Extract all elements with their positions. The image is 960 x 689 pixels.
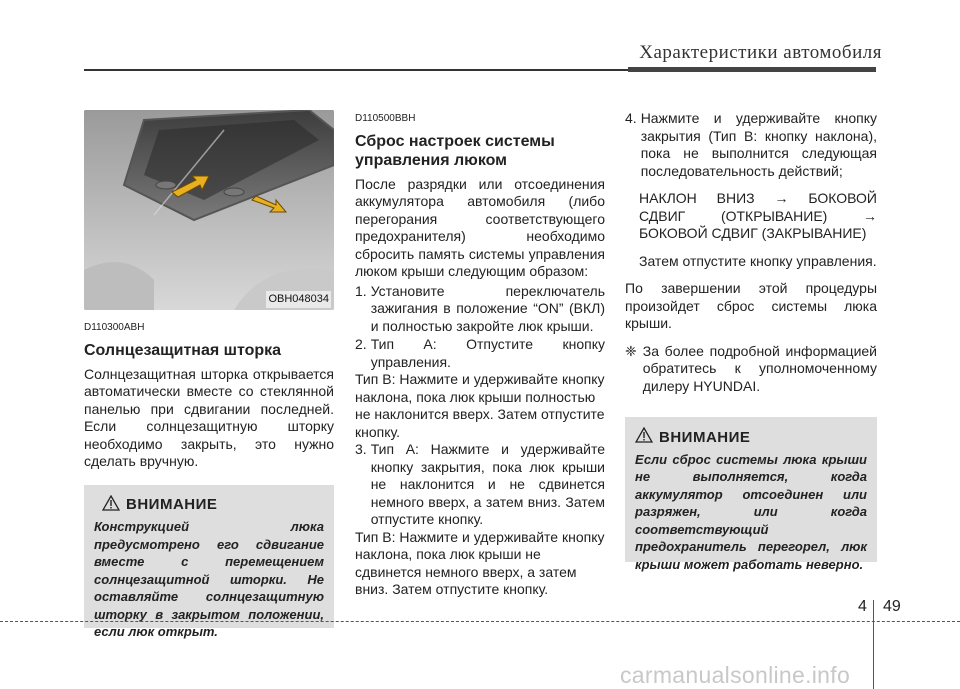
section-heading: Сброс настроек системы управления люком [355, 132, 555, 169]
sunroof-illustration [84, 110, 334, 310]
step-text: Тип A: Отпустите кнопку управления. [370, 336, 605, 370]
step-subtext: Тип B: Нажмите и удерживайте кнопку наклона, пока люк крыши полностью не наклонится вверх. Затем отпустите кнопку. [355, 371, 605, 440]
warning-box [84, 485, 334, 639]
step-item [355, 336, 605, 371]
note [625, 343, 877, 396]
warning-text: Конструкцией люка предусмотрено его сдвигание вместе с перемещением солнцезащитной шторки. Не оставляйте солнцезащитную шторку в закрытом положении, если люк открыт. [94, 519, 324, 639]
section-code: D110500BBH [355, 113, 416, 124]
warning-title: ВНИМАНИЕ [126, 496, 218, 513]
step-text: Установите переключатель зажигания в положение “ON” (ВКЛ) и полностью закройте люк крыши. [370, 282, 605, 334]
warning-title: ВНИМАНИЕ [659, 428, 751, 446]
step-item [625, 110, 877, 180]
note-text: За более подробной информацией обратитесь к уполномоченному дилеру HYUNDAI. [642, 342, 877, 394]
warning-triangle-icon [102, 495, 120, 516]
step-subtext: Тип B: Нажмите и удерживайте кнопку наклона, пока люк крыши не сдвинется немного вверх, а затем вниз. Затем отпустите кнопку. [355, 528, 605, 597]
step-text: Нажмите и удерживайте кнопку закрытия (Тип B: кнопку наклона), пока не выполнится следующая последовательность действий; [640, 110, 877, 179]
release-text: Затем отпустите кнопку управления. [639, 252, 877, 269]
body-paragraph: Солнцезащитная шторка открывается автоматически вместе со стеклянной панелью при сдвигании последней. Если солнцезащитную шторку необходимо закрыть, это нужно сделать вручную. [84, 365, 334, 469]
warning-triangle-icon [635, 427, 653, 448]
footer-divider [0, 621, 960, 622]
steps-list [355, 283, 605, 599]
section-heading: Солнцезащитная шторка [84, 341, 282, 359]
header-accent-bar [628, 67, 876, 72]
step-number: 3. [355, 441, 367, 457]
note-mark: ❈ [625, 342, 637, 359]
step-text: Тип A: Нажмите и удерживайте кнопку закрытия, пока люк крыши не наклонится и не сдвинется немного вверх, а затем вниз. Затем отпустите кнопку. [370, 441, 605, 527]
watermark: carmanualsonline.info [620, 662, 851, 688]
section-code: D110300ABH [84, 322, 145, 333]
page-number: 49 [883, 598, 901, 615]
image-code-label: OBH048034 [266, 291, 331, 309]
intro-paragraph: После разрядки или отсоединения аккумулятора автомобиля (либо перегорания соответствующего предохранителя) необходимо сбросить память системы управления люком крыши следующим образом: [355, 175, 605, 279]
step-number: 4. [625, 110, 637, 126]
warning-text: Если сброс системы люка крыши не выполняется, когда аккумулятор отсоединен или разряжен, или когда соответствующий предохранитель перегорел, люк крыши может работать неверно. [635, 451, 867, 572]
chapter-number: 4 [858, 598, 867, 615]
left-column [84, 110, 334, 639]
right-column [625, 110, 877, 572]
step-number: 1. [355, 282, 367, 299]
step-item [355, 441, 605, 529]
section-title: Характеристики автомобиля [639, 42, 882, 63]
sequence-text: НАКЛОН ВНИЗ → БОКОВОЙ СДВИГ (ОТКРЫВАНИЕ) → БОКОВОЙ СДВИГ (ЗАКРЫВАНИЕ) [639, 190, 877, 241]
completion-text: По завершении этой процедуры произойдет сброс системы люка крыши. [625, 280, 877, 331]
step-item [355, 283, 605, 336]
sunroof-photo [84, 110, 334, 310]
step-number: 2. [355, 336, 367, 352]
warning-box [625, 417, 877, 572]
middle-column [355, 110, 605, 599]
footer-vertical-divider [873, 600, 874, 689]
